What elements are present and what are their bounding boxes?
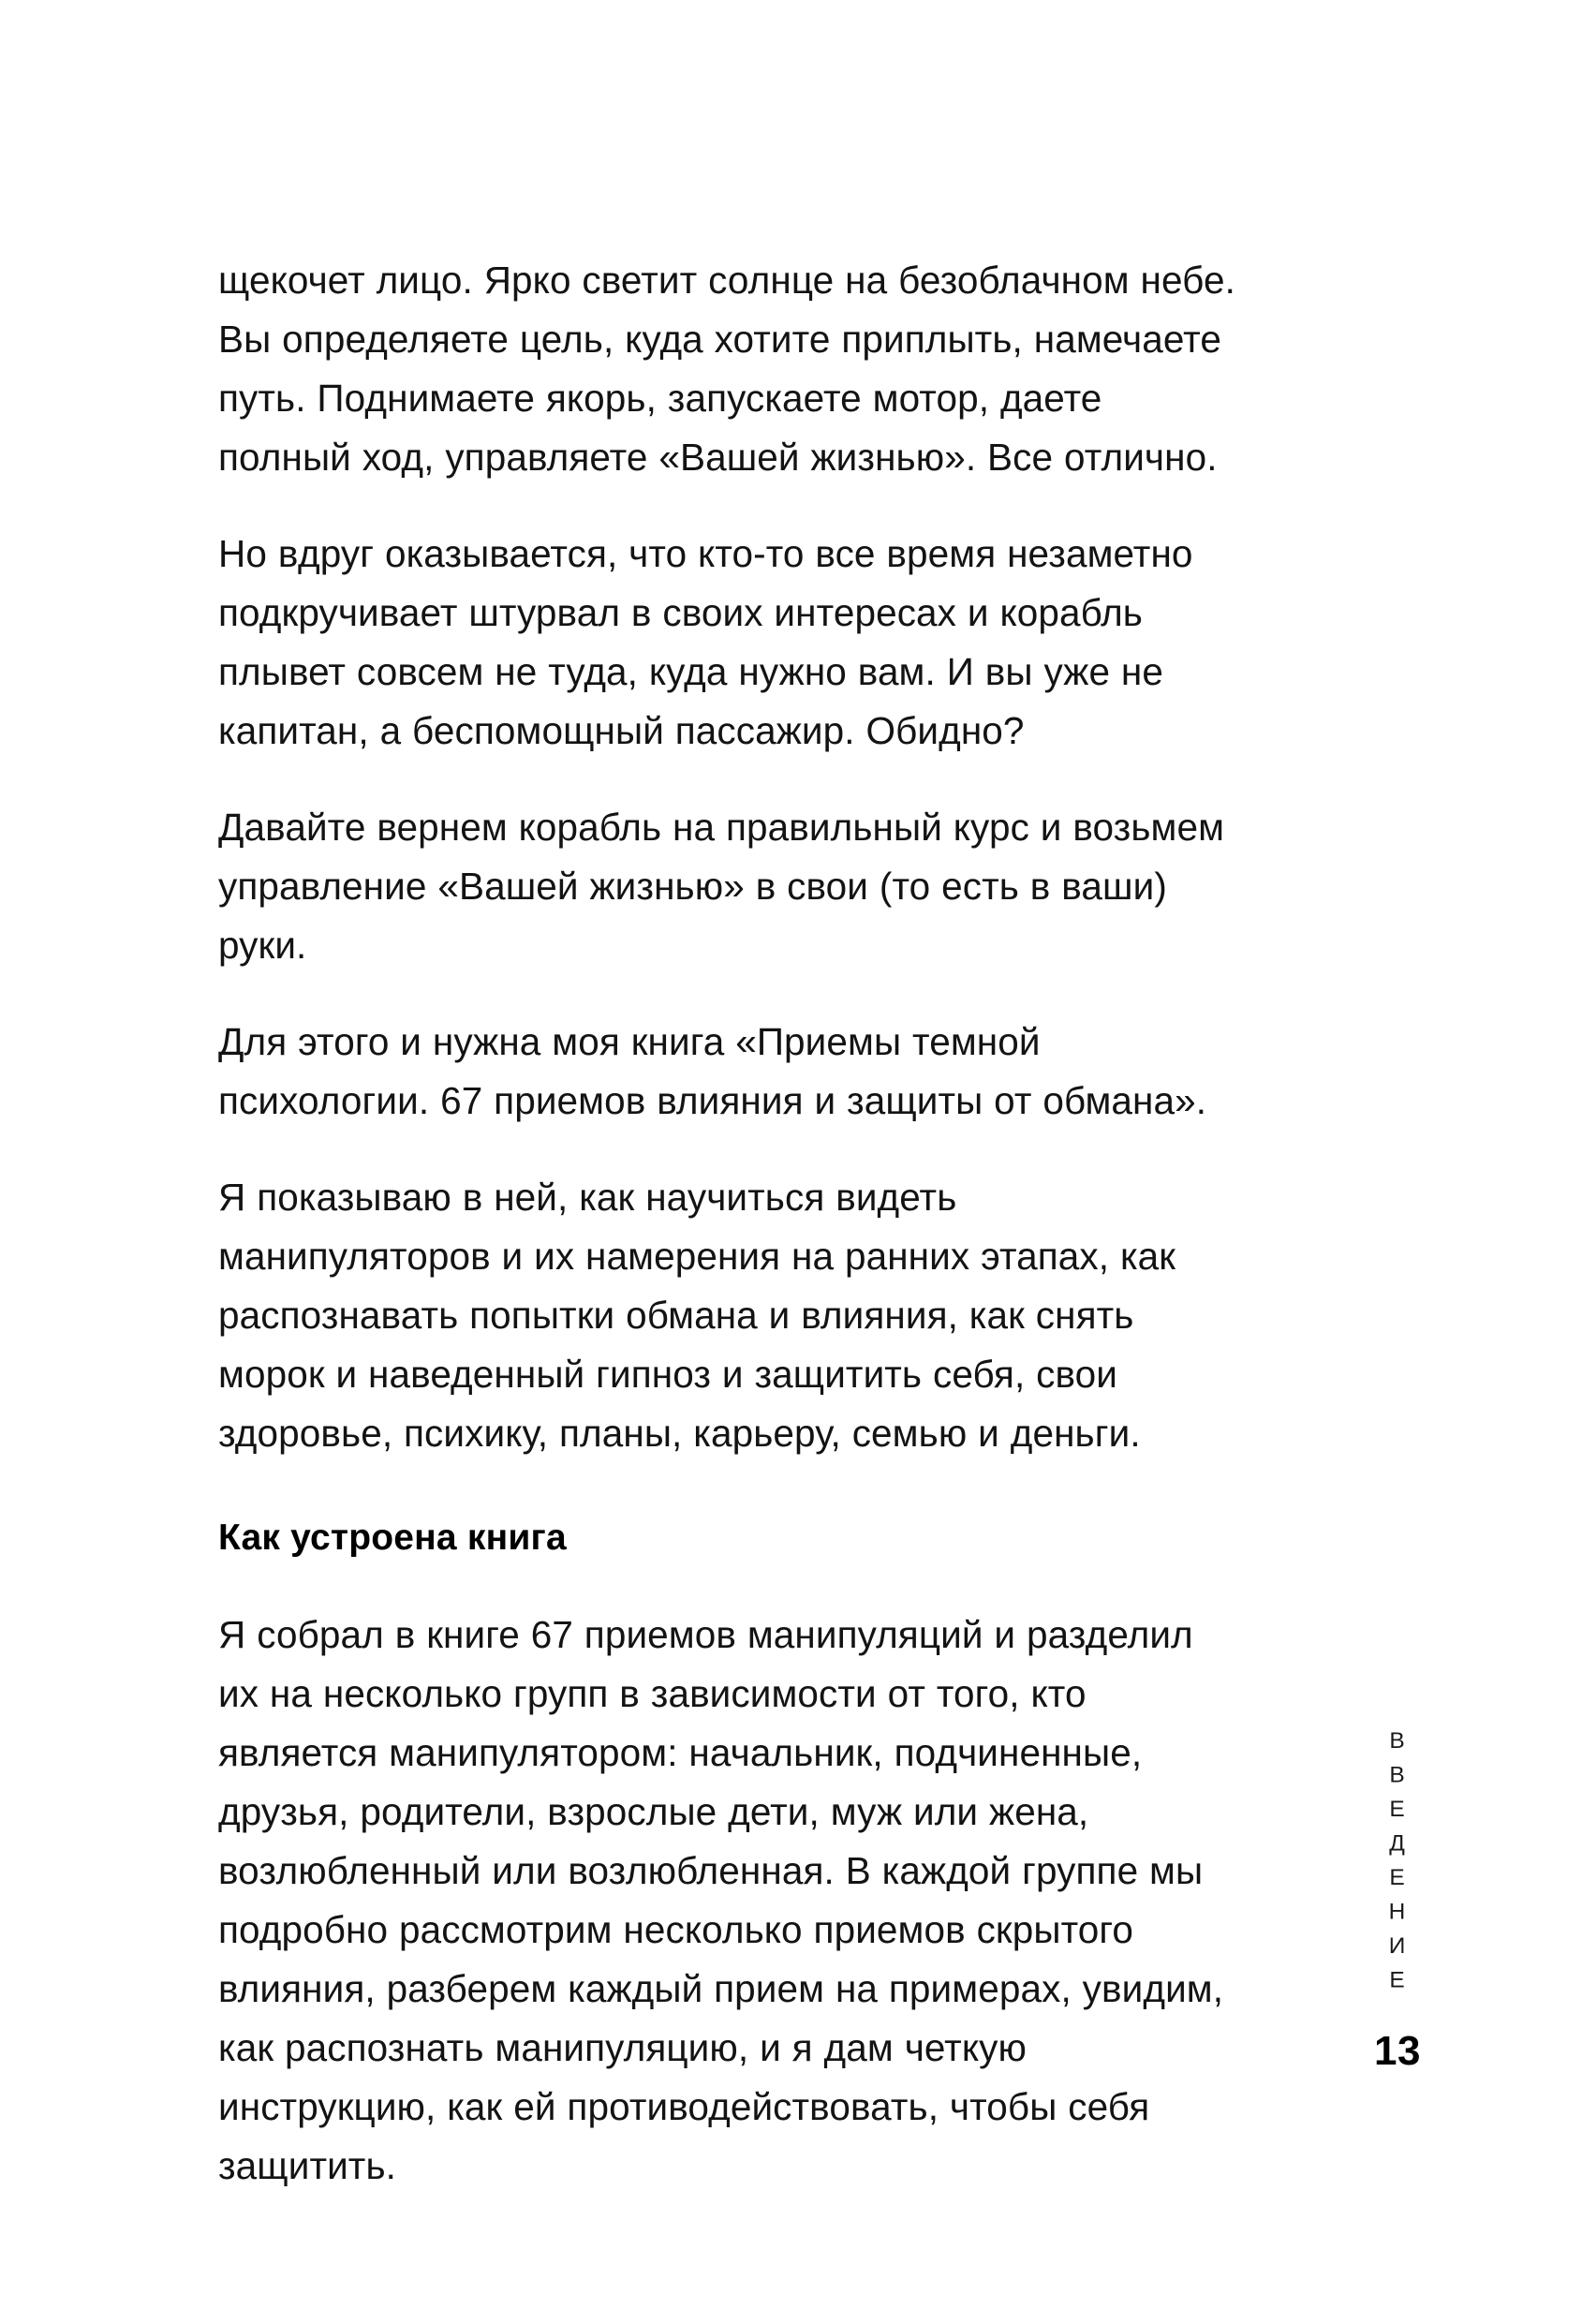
- paragraph-2: Но вдруг оказывается, что кто-то все время незаметно подкручивает штурвал в своих интересах и корабль плывет совсем не туда, куда нужно вам. И вы уже не капитан, а беспомощный пассажир. Обидно?: [218, 532, 1193, 752]
- paragraph-1: щекочет лицо. Ярко светит солнце на безоблачном небе. Вы определяете цель, куда хотите приплыть, намечаете путь. Поднимаете якорь, запускаете мотор, даете полный ход, управляете «Вашей жизнью». Все отлично.: [218, 259, 1235, 479]
- page-text-column: [218, 251, 1239, 2196]
- paragraph-4: Для этого и нужна моя книга «Приемы темной психологии. 67 приемов влияния и защиты от обмана».: [218, 1020, 1207, 1122]
- running-head-vertical: ВВЕДЕНИЕ: [1384, 1728, 1410, 2002]
- section-heading: Как устроена книга: [218, 1517, 567, 1558]
- paragraph-6: Я собрал в книге 67 приемов манипуляций и разделил их на несколько групп в зависимости от того, кто является манипулятором: начальник, подчиненные, друзья, родители, взрослые дети, муж или жена, возлюбленный или возлюбленная. В каждой группе мы подробно рассмотрим несколько приемов скрытого влияния, разберем каждый прием на примерах, увидим, как распознать манипуляцию, и я дам четкую инструкцию, как ей противодействовать, чтобы себя защитить.: [218, 1613, 1224, 2187]
- paragraph-5: Я показываю в ней, как научиться видеть манипуляторов и их намерения на ранних этапах, как распознавать попытки обмана и влияния, как снять морок и наведенный гипноз и защитить себя, свои здоровье, психику, планы, карьеру, семью и деньги.: [218, 1176, 1176, 1455]
- page-number: 13: [1374, 2028, 1421, 2074]
- paragraph-3: Давайте вернем корабль на правильный курс и возьмем управление «Вашей жизнью» в свои (то есть в ваши) руки.: [218, 806, 1225, 967]
